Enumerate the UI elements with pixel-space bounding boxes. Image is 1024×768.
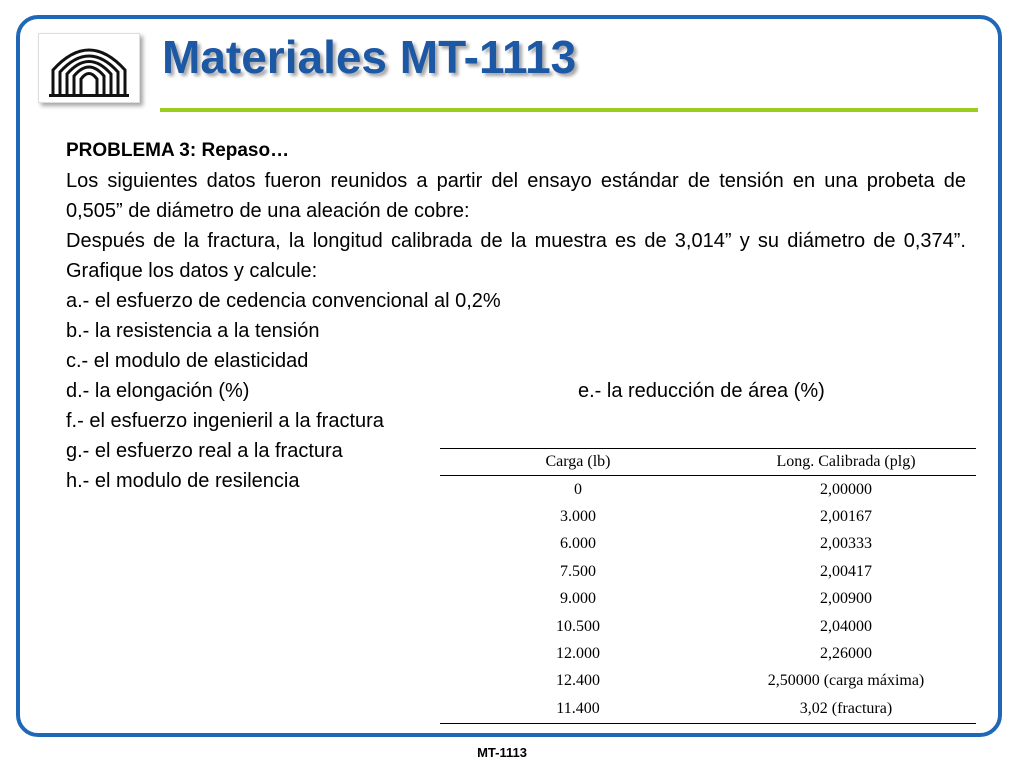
item-h: h.- el modulo de resilencia xyxy=(66,470,300,492)
cell-longitud: 2,00417 xyxy=(820,562,872,580)
table-row xyxy=(440,640,976,667)
cell-carga: 0 xyxy=(574,480,582,498)
table-row xyxy=(440,531,976,558)
logo xyxy=(38,33,140,103)
cell-carga: 7.500 xyxy=(560,562,596,580)
university-arches-logo-icon xyxy=(47,38,131,98)
cell-carga: 12.000 xyxy=(556,645,600,663)
cell-longitud: 2,00900 xyxy=(820,590,872,608)
cell-longitud: 2,00167 xyxy=(820,508,872,526)
table-row xyxy=(440,558,976,585)
cell-longitud: 2,00000 xyxy=(820,480,872,498)
table-row xyxy=(440,695,976,723)
cell-longitud: 2,50000 (carga máxima) xyxy=(767,672,925,690)
item-e: e.- la reducción de área (%) xyxy=(578,380,825,402)
table-row xyxy=(440,586,976,613)
item-d: d.- la elongación (%) xyxy=(66,380,250,402)
item-g: g.- el esfuerzo real a la fractura xyxy=(66,440,343,462)
cell-carga: 11.400 xyxy=(440,695,716,723)
data-table xyxy=(440,448,976,724)
cell-carga: 9.000 xyxy=(560,590,596,608)
item-a: a.- el esfuerzo de cedencia convencional al 0,2% xyxy=(66,290,501,312)
cell-longitud: 2,04000 xyxy=(820,617,872,635)
slide-title: Materiales MT-1113 xyxy=(162,31,577,83)
header-carga: Carga (lb) xyxy=(440,449,716,476)
table-header-row xyxy=(440,449,976,476)
cell-carga: 10.500 xyxy=(556,617,600,635)
table-row xyxy=(440,476,976,504)
cell-longitud: 3,02 (fractura) xyxy=(716,695,976,723)
problem-text xyxy=(66,136,966,496)
item-f: f.- el esfuerzo ingenieril a la fractura xyxy=(66,410,384,432)
table-row xyxy=(440,613,976,640)
cell-longitud: 2,00333 xyxy=(820,535,872,553)
table-row xyxy=(440,503,976,530)
problem-paragraph-2: Después de la fractura, la longitud calibrada de la muestra es de 3,014” y su diámetro de 0,374”. Grafique los datos y calcule: xyxy=(66,230,966,282)
cell-carga: 12.400 xyxy=(556,672,600,690)
item-c: c.- el modulo de elasticidad xyxy=(66,350,309,372)
table-row xyxy=(440,668,976,695)
cell-longitud: 2,26000 xyxy=(820,645,872,663)
header-longitud: Long. Calibrada (plg) xyxy=(716,449,976,476)
problem-paragraph-1: Los siguientes datos fueron reunidos a partir del ensayo estándar de tensión en una probeta de 0,505” de diámetro de una aleación de cobre: xyxy=(66,170,966,222)
cell-carga: 3.000 xyxy=(560,508,596,526)
problem-heading: PROBLEMA 3: Repaso… xyxy=(66,140,290,161)
title-divider xyxy=(160,108,978,112)
slide-footer: MT-1113 xyxy=(477,745,527,760)
item-d-e-row xyxy=(66,376,966,406)
item-b: b.- la resistencia a la tensión xyxy=(66,320,320,342)
cell-carga: 6.000 xyxy=(560,535,596,553)
